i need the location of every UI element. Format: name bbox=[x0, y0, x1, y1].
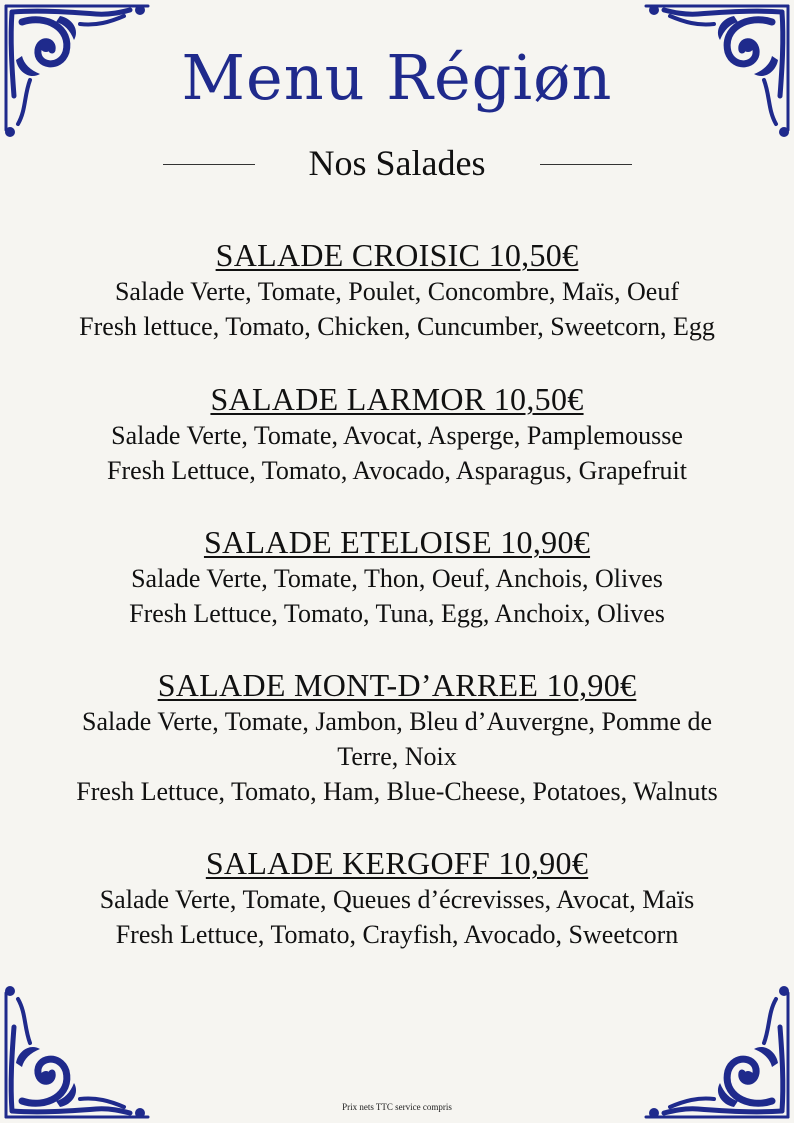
dish-description-fr-cont: Terre, Noix bbox=[337, 742, 457, 771]
dish-description-fr: Salade Verte, Tomate, Poulet, Concombre, Maïs, Oeuf bbox=[114, 277, 680, 306]
dish-name: SALADE LARMOR 10,50€ bbox=[210, 381, 584, 417]
dish-description-fr: Salade Verte, Tomate, Jambon, Bleu d’Auvergne, Pomme de bbox=[82, 707, 712, 736]
dish-description-fr: Salade Verte, Tomate, Thon, Oeuf, Anchois, Olives bbox=[131, 564, 663, 593]
section-header bbox=[0, 140, 794, 186]
dish-description-fr: Salade Verte, Tomate, Avocat, Asperge, Pamplemousse bbox=[111, 421, 683, 450]
divider-right bbox=[540, 164, 632, 165]
dish-name: SALADE CROISIC 10,50€ bbox=[215, 237, 579, 273]
menu-item bbox=[30, 236, 764, 344]
divider-left bbox=[163, 164, 255, 165]
dish-description-en: Fresh Lettuce, Tomato, Avocado, Asparagus, Grapefruit bbox=[107, 456, 687, 485]
menu-item bbox=[30, 380, 764, 488]
menu-item bbox=[30, 844, 764, 952]
section-subtitle: Nos Salades bbox=[308, 143, 486, 183]
dish-name: SALADE KERGOFF 10,90€ bbox=[205, 845, 589, 881]
dish-description-en: Fresh Lettuce, Tomato, Crayfish, Avocado, Sweetcorn bbox=[115, 920, 679, 949]
dish-name: SALADE ETELOISE 10,90€ bbox=[203, 524, 591, 560]
dish-description-fr: Salade Verte, Tomate, Queues d’écrevisses, Avocat, Maïs bbox=[99, 885, 695, 914]
dish-description-en: Fresh Lettuce, Tomato, Ham, Blue-Cheese, Potatoes, Walnuts bbox=[76, 777, 718, 806]
menu-item bbox=[30, 523, 764, 631]
dish-description-en: Fresh lettuce, Tomato, Chicken, Cuncumber, Sweetcorn, Egg bbox=[79, 312, 715, 341]
menu-item bbox=[30, 666, 764, 809]
dish-description-en: Fresh Lettuce, Tomato, Tuna, Egg, Anchoix, Olives bbox=[129, 599, 665, 628]
dish-name: SALADE MONT-D’ARREE 10,90€ bbox=[157, 667, 637, 703]
menu-title: Menu Régiøn bbox=[181, 41, 613, 114]
price-note: Prix nets TTC service compris bbox=[342, 1102, 452, 1112]
